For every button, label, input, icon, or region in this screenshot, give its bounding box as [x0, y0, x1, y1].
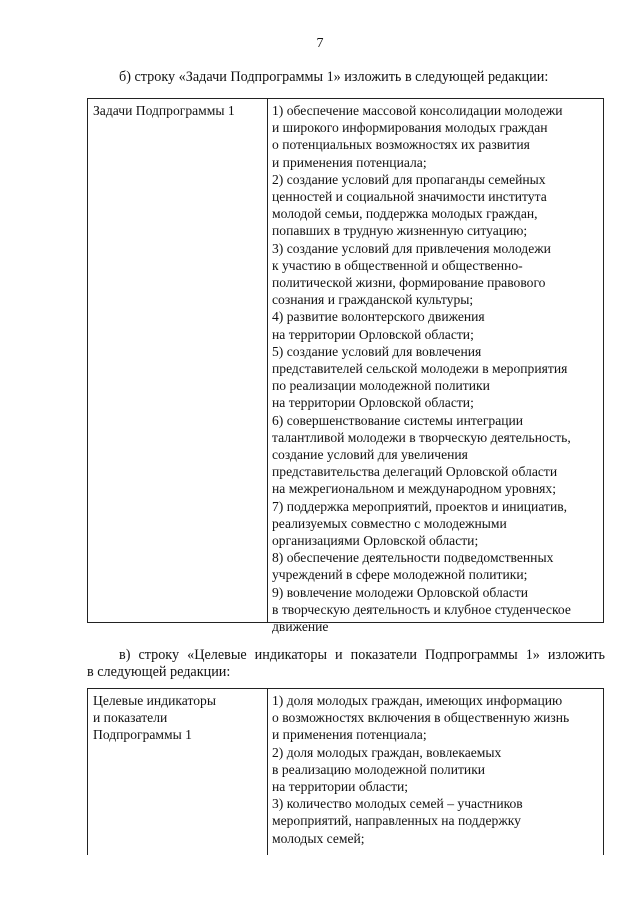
tasks-line: на межрегиональном и международном уровнях; — [272, 481, 557, 497]
indicators-line: мероприятий, направленных на поддержку — [272, 813, 521, 829]
indicators-table-label-line: Целевые индикаторы — [93, 693, 216, 708]
tasks-line: о потенциальных возможностях их развития — [272, 137, 530, 153]
tasks-line: 8) обеспечение деятельности подведомственных — [272, 550, 554, 566]
tasks-line: в творческую деятельность и клубное студенческое — [272, 601, 571, 617]
tasks-line: представительства делегаций Орловской области — [272, 464, 558, 480]
tasks-table — [87, 98, 604, 635]
section-v-paragraph — [87, 647, 605, 680]
section-b-paragraph — [87, 69, 605, 86]
tasks-line: движение — [272, 619, 329, 635]
tasks-line: организациями Орловской области; — [272, 533, 479, 549]
tasks-line: попавших в трудную жизненную ситуацию; — [272, 223, 528, 239]
section-v-intro-line-2: в следующей редакции: — [87, 663, 231, 680]
section-b-intro: б) строку «Задачи Подпрограммы 1» изложить в следующей редакции: — [119, 69, 549, 85]
tasks-line: молодой семьи, поддержка молодых граждан, — [272, 206, 538, 222]
indicators-line: в реализацию молодежной политики — [272, 761, 486, 777]
tasks-line: представителей сельской молодежи в мероприятия — [272, 361, 568, 377]
indicators-line: и применения потенциала; — [272, 727, 427, 743]
tasks-line: и применения потенциала; — [272, 154, 427, 170]
tasks-line: на территории Орловской области; — [272, 395, 474, 411]
tasks-line: талантливой молодежи в творческую деятельность, — [272, 429, 571, 445]
tasks-line: реализуемых совместно с молодежными — [272, 515, 507, 531]
page-number: 7 — [316, 36, 324, 51]
indicators-table-label-line: и показатели — [93, 710, 168, 726]
tasks-table-label-cell — [88, 99, 268, 622]
tasks-line: 6) совершенствование системы интеграции — [272, 412, 524, 428]
indicators-table-content-cell — [268, 689, 603, 855]
tasks-table-content-cell — [268, 99, 603, 635]
tasks-line: и широкого информирования молодых граждан — [272, 120, 548, 136]
tasks-line: на территории Орловской области; — [272, 326, 474, 342]
indicators-line: на территории области; — [272, 779, 409, 795]
tasks-line: политической жизни, формирование правового — [272, 275, 546, 291]
tasks-line: сознания и гражданской культуры; — [272, 292, 474, 308]
section-v-intro-line-1: в) строку «Целевые индикаторы и показатели Подпрограммы 1» изложить — [119, 647, 605, 663]
indicators-line: 1) доля молодых граждан, имеющих информацию — [272, 693, 563, 708]
tasks-line: создание условий для увеличения — [272, 447, 468, 463]
indicators-line: 2) доля молодых граждан, вовлекаемых — [272, 744, 502, 760]
tasks-line: 3) создание условий для привлечения молодежи — [272, 240, 551, 256]
tasks-line: к участию в общественной и общественно- — [272, 257, 523, 273]
tasks-table-label: Задачи Подпрограммы 1 — [93, 103, 235, 118]
tasks-line: 2) создание условий для пропаганды семейных — [272, 171, 546, 187]
indicators-table-label-cell — [88, 689, 268, 855]
indicators-line: 3) количество молодых семей – участников — [272, 796, 523, 812]
indicators-line: молодых семей; — [272, 830, 365, 846]
tasks-line: по реализации молодежной политики — [272, 378, 490, 394]
tasks-line: ценностей и социальной значимости института — [272, 189, 547, 205]
tasks-line: учреждений в сфере молодежной политики; — [272, 567, 528, 583]
tasks-line: 4) развитие волонтерского движения — [272, 309, 485, 325]
tasks-line: 1) обеспечение массовой консолидации молодежи — [272, 103, 563, 118]
indicators-table-label-line: Подпрограммы 1 — [93, 727, 192, 743]
indicators-table — [87, 688, 604, 855]
tasks-line: 5) создание условий для вовлечения — [272, 343, 482, 359]
tasks-line: 9) вовлечение молодежи Орловской области — [272, 584, 529, 600]
indicators-line: о возможностях включения в общественную жизнь — [272, 710, 570, 726]
tasks-line: 7) поддержка мероприятий, проектов и инициатив, — [272, 498, 568, 514]
